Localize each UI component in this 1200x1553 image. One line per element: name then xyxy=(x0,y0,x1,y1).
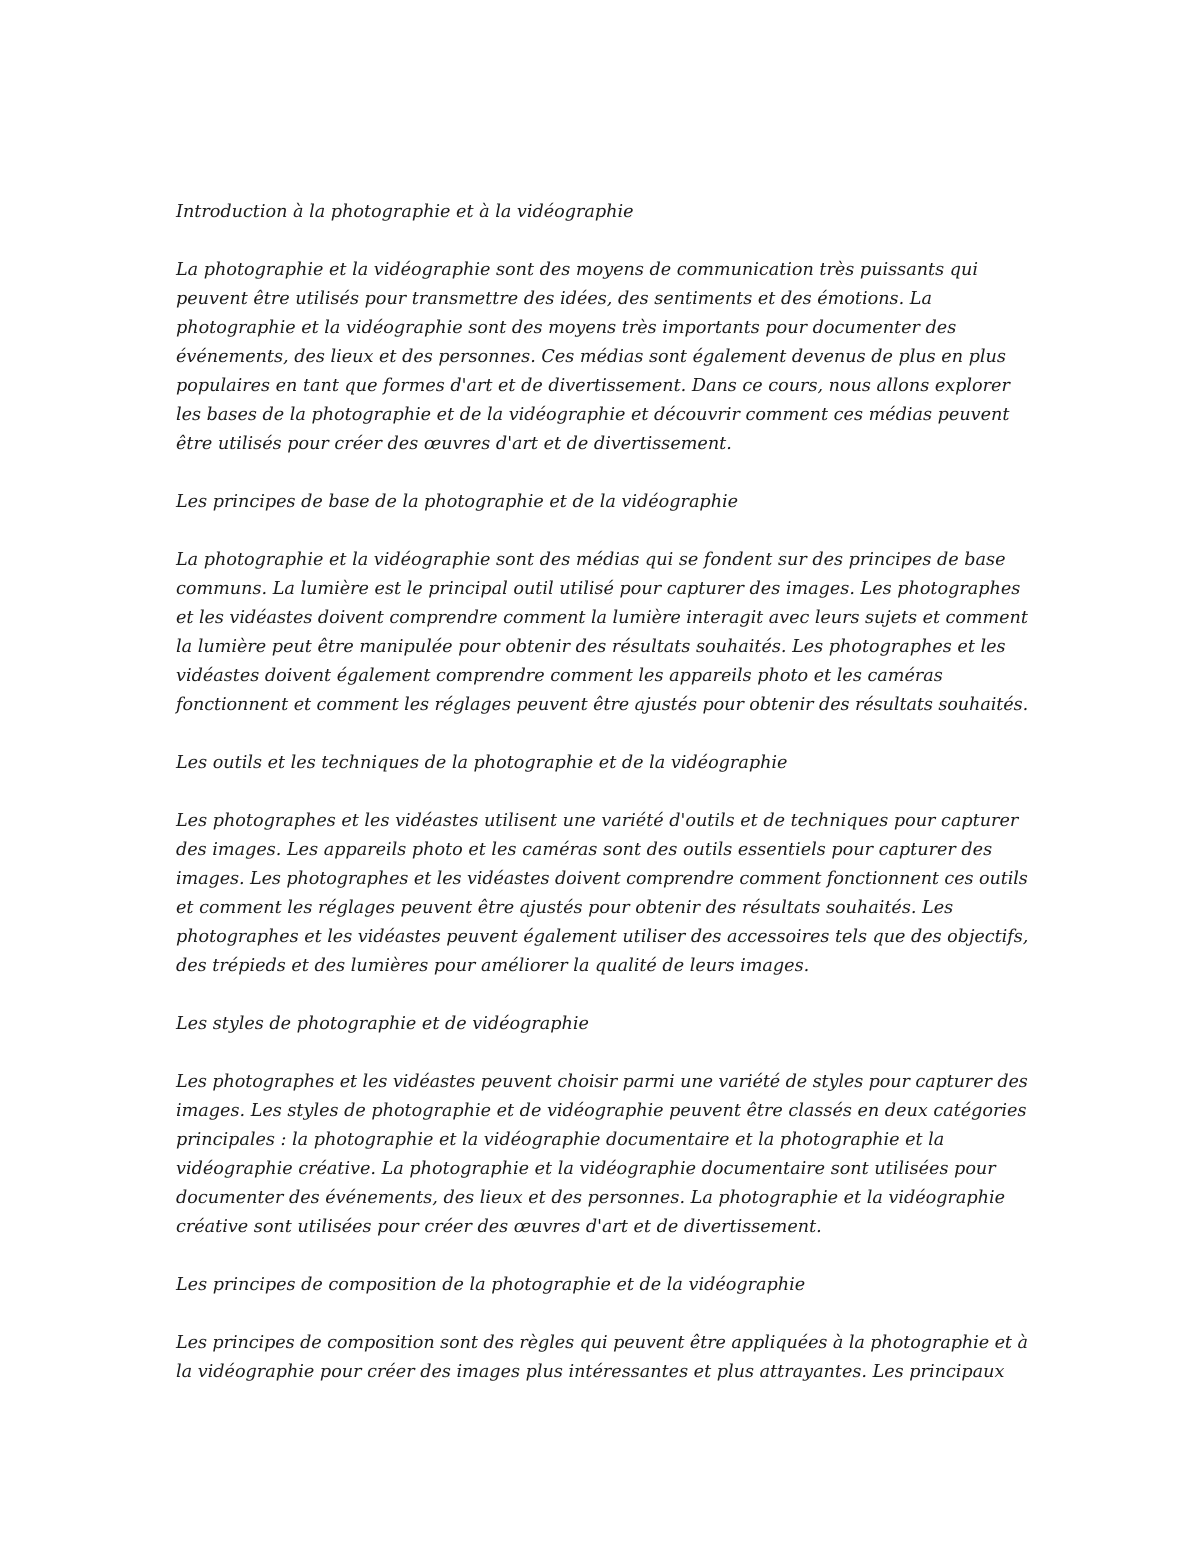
section-heading xyxy=(176,488,1028,517)
paragraph xyxy=(176,1068,1028,1242)
paragraph-line: des trépieds et des lumières pour améliorer la qualité de leurs images. xyxy=(176,956,810,976)
paragraph-line: populaires en tant que formes d'art et de divertissement. Dans ce cours, nous allons explorer xyxy=(176,376,1010,396)
heading-text: Les outils et les techniques de la photographie et de la vidéographie xyxy=(176,753,788,773)
paragraph-line: Les photographes et les vidéastes peuvent choisir parmi une variété de styles pour capturer des xyxy=(176,1072,1028,1092)
paragraph-line: vidéastes doivent également comprendre comment les appareils photo et les caméras xyxy=(176,666,943,686)
paragraph-line: Les photographes et les vidéastes utilisent une variété d'outils et de techniques pour capturer xyxy=(176,811,1019,831)
paragraph-line: fonctionnent et comment les réglages peuvent être ajustés pour obtenir des résultats souhaités. xyxy=(176,695,1029,715)
paragraph-line: vidéographie créative. La photographie et la vidéographie documentaire sont utilisées pour xyxy=(176,1159,996,1179)
paragraph xyxy=(176,546,1028,720)
paragraph-line: images. Les photographes et les vidéastes doivent comprendre comment fonctionnent ces outils xyxy=(176,869,1028,889)
paragraph-line: photographie et la vidéographie sont des moyens très importants pour documenter des xyxy=(176,318,957,338)
paragraph-line: Les principes de composition sont des règles qui peuvent être appliquées à la photographie et à xyxy=(176,1333,1028,1353)
paragraph-line: photographes et les vidéastes peuvent également utiliser des accessoires tels que des objectifs, xyxy=(176,927,1029,947)
paragraph-line: principales : la photographie et la vidéographie documentaire et la photographie et la xyxy=(176,1130,945,1150)
paragraph-line: documenter des événements, des lieux et des personnes. La photographie et la vidéographie xyxy=(176,1188,1006,1208)
paragraph-line: créative sont utilisées pour créer des œuvres d'art et de divertissement. xyxy=(176,1217,822,1237)
paragraph-line: et les vidéastes doivent comprendre comment la lumière interagit avec leurs sujets et comment xyxy=(176,608,1028,628)
paragraph-line: La photographie et la vidéographie sont des moyens de communication très puissants qui xyxy=(176,260,978,280)
section-heading xyxy=(176,749,1028,778)
heading-text: Les styles de photographie et de vidéographie xyxy=(176,1014,589,1034)
paragraph-line: La photographie et la vidéographie sont des médias qui se fondent sur des principes de base xyxy=(176,550,1006,570)
paragraph-line: des images. Les appareils photo et les caméras sont des outils essentiels pour capturer des xyxy=(176,840,993,860)
paragraph xyxy=(176,1329,1028,1387)
paragraph-line: la vidéographie pour créer des images plus intéressantes et plus attrayantes. Les principaux xyxy=(176,1362,1005,1382)
section-heading xyxy=(176,1010,1028,1039)
paragraph-line: événements, des lieux et des personnes. Ces médias sont également devenus de plus en plus xyxy=(176,347,1006,367)
paragraph xyxy=(176,807,1028,981)
document-body xyxy=(176,198,1028,1416)
paragraph xyxy=(176,256,1028,459)
heading-text: Introduction à la photographie et à la vidéographie xyxy=(176,202,634,222)
paragraph-line: images. Les styles de photographie et de vidéographie peuvent être classés en deux catégories xyxy=(176,1101,1027,1121)
paragraph-line: peuvent être utilisés pour transmettre des idées, des sentiments et des émotions. La xyxy=(176,289,932,309)
paragraph-line: et comment les réglages peuvent être ajustés pour obtenir des résultats souhaités. Les xyxy=(176,898,954,918)
section-heading xyxy=(176,198,1028,227)
heading-text: Les principes de base de la photographie et de la vidéographie xyxy=(176,492,739,512)
paragraph-line: les bases de la photographie et de la vidéographie et découvrir comment ces médias peuvent xyxy=(176,405,1010,425)
section-heading xyxy=(176,1271,1028,1300)
paragraph-line: communs. La lumière est le principal outil utilisé pour capturer des images. Les photographes xyxy=(176,579,1021,599)
heading-text: Les principes de composition de la photographie et de la vidéographie xyxy=(176,1275,806,1295)
paragraph-line: la lumière peut être manipulée pour obtenir des résultats souhaités. Les photographes et les xyxy=(176,637,1006,657)
paragraph-line: être utilisés pour créer des œuvres d'art et de divertissement. xyxy=(176,434,732,454)
